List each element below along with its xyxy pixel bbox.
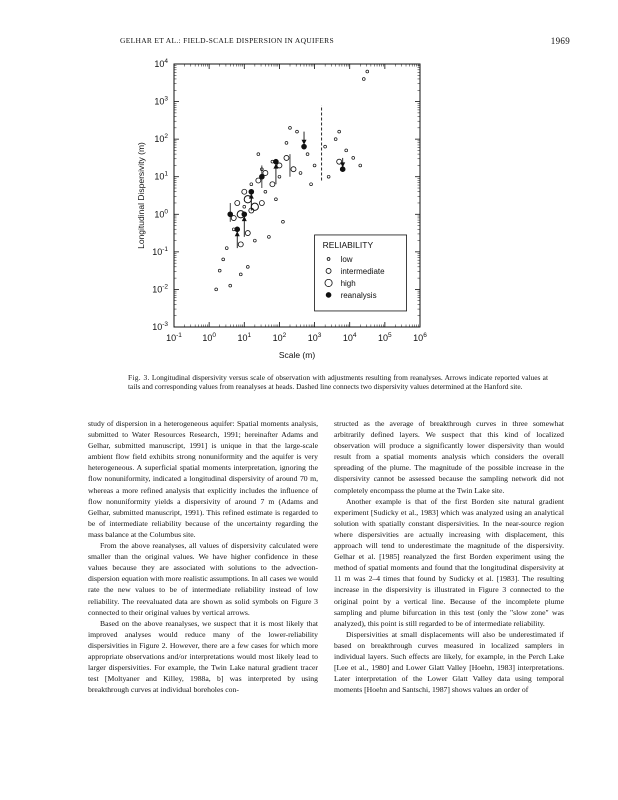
point-low <box>222 258 225 261</box>
point-low <box>296 130 299 133</box>
point-low <box>275 198 278 201</box>
point-reanalysis <box>340 167 345 172</box>
page-number: 1969 <box>550 36 570 46</box>
left-paragraph-1: study of dispersion in a heterogeneous aquifer: Spatial moments analysis, submitted to Water Resources Research, 1991; hereinafter Adams and Gelhar, submitted manuscript, 1991] is unique in that the large-scale ambient flow field exhibits strong nonuniformity and the aquifer is very heterogeneous. A superficial spatial moments interpretation, ignoring the flow nonuniformity, indicated a longitudinal dispersivity of around 70 m, whereas a more refined analysis that explicitly includes the influence of flow nonuniformity yields a dispersivity of around 7 m (Adams and Gelhar, submitted manuscript, 1991). This refined estimate is regarded to be of intermediate reliability because of the uncertainty regarding the mass balance at the Columbus site. <box>88 419 318 539</box>
point-low <box>352 157 355 160</box>
point-reanalysis <box>235 227 240 232</box>
figure-caption-text: Longitudinal dispersivity versus scale of observation with adjustments resulting from reanalyses. Arrows indicate reported values at tails and corresponding values from reanalyses at heads. Dashed line connects two dispersivity values determined at the Hanford site. <box>128 373 548 392</box>
right-column <box>334 418 564 695</box>
x-tick-label: $10^0$ <box>202 332 216 343</box>
right-paragraph-1: structed as the average of breakthrough curves in three somewhat arbitrarily defined layers. We suspect that this kind of localized observation will produce a significantly lower dispersivity than would result from a spatial moments analysis which considers the overall spreading of the plume. The magnitude of the possible increase in the dispersivity cannot be assessed because the sampling network did not completely encompass the plume at the Twin Lake site. <box>334 419 564 495</box>
point-intermediate <box>270 182 275 187</box>
legend-label-intermediate: intermediate <box>340 266 385 276</box>
point-low <box>246 265 249 268</box>
point-low <box>289 126 292 129</box>
left-paragraph-2: From the above reanalyses, all values of dispersivity calculated were smaller than the original values. We have higher confidence in these values because they are associated with solutions to the advection-dispersion equation with more realistic assumptions. In all cases we would rate the new values to be of intermediate reliability instead of low reliability. The reevaluated data are shown as solid symbols on Figure 3 connected to their original values by vertical arrows. <box>88 541 318 617</box>
right-paragraph-2: Another example is that of the first Borden site natural gradient experiment [Sudicky et al., 1983] which was analyzed using an analytical solution with spatially constant dispersivities. In the near-source region where dispersivities are actually increasing with displacement, this approach will tend to underestimate the magnitude of the dispersivity. Gelhar et al. [1985] reanalyzed the first Borden experiment using the method of spatial moments and found that the longitudinal dispersivity at 11 m was 2–4 times that found by Sudicky et al. [1983]. The resulting increase in the dispersivity is illustrated in Figure 3 connected to the original point by a vertical line. Because of the incomplete plume sampling and plume bifurcation in this test (only the "slow zone" was analyzed), this point is still regarded to be of intermediate reliability. <box>334 496 564 628</box>
point-low <box>225 247 228 250</box>
x-tick-label: $10^5$ <box>378 332 392 343</box>
point-low <box>282 220 285 223</box>
point-reanalysis <box>274 159 279 164</box>
running-title: GELHAR ET AL.: FIELD-SCALE DISPERSION IN AQUIFERS <box>120 36 334 45</box>
point-low <box>327 175 330 178</box>
point-low <box>362 78 365 81</box>
point-reanalysis <box>242 212 247 217</box>
point-low <box>334 138 337 141</box>
point-low <box>359 164 362 167</box>
y-tick-label: $10^{-2}$ <box>152 283 168 295</box>
point-low <box>229 284 232 287</box>
figure-caption <box>128 373 548 391</box>
point-reanalysis <box>302 144 307 149</box>
point-low <box>345 149 348 152</box>
point-low <box>218 269 221 272</box>
x-tick-label: $10^2$ <box>272 332 287 343</box>
point-intermediate <box>337 159 342 164</box>
point-low <box>267 235 270 238</box>
point-low <box>306 153 309 156</box>
point-reanalysis <box>259 174 264 179</box>
x-tick-label: $10^6$ <box>413 332 427 343</box>
point-low <box>285 142 288 145</box>
point-low <box>366 70 369 73</box>
point-low <box>239 273 242 276</box>
figure-3 <box>130 50 470 370</box>
x-tick-label: $10^1$ <box>237 332 252 343</box>
page-header <box>120 36 570 50</box>
point-high <box>244 196 251 203</box>
point-low <box>250 183 253 186</box>
point-reanalysis <box>228 212 233 217</box>
y-tick-label: $10^2$ <box>154 133 168 145</box>
right-paragraph-3: Dispersivities at small displacements will also be underestimated if based on breakthrough curves measured in localized samplers in individual layers. Such effects are likely, for example, in the Perch Lake [Lee et al., 1980] and Lower Glatt Valley [Hoehn, 1983] interpretations. Later interpretation of the Lower Glatt Valley data using temporal moments [Hoehn and Santschi, 1987] shows values an order of <box>334 629 564 695</box>
legend-label-reanalysis: reanalysis <box>340 290 377 300</box>
x-tick-label: $10^{-1}$ <box>166 332 182 343</box>
left-column <box>88 418 318 695</box>
point-intermediate <box>245 231 250 236</box>
y-axis-title: Longitudinal Dispersivity (m) <box>136 142 146 249</box>
point-low <box>310 183 313 186</box>
point-low <box>253 239 256 242</box>
legend-label-high: high <box>340 278 356 288</box>
point-reanalysis <box>249 189 254 194</box>
point-intermediate <box>235 201 240 206</box>
point-intermediate <box>259 201 264 206</box>
legend-label-low: low <box>340 254 353 264</box>
point-low <box>243 205 246 208</box>
point-low <box>338 130 341 133</box>
point-low <box>313 164 316 167</box>
y-tick-label: $10^1$ <box>154 170 168 182</box>
x-axis-title: Scale (m) <box>278 350 316 360</box>
dispersivity-scatter-chart <box>130 50 470 370</box>
y-tick-label: $10^{-1}$ <box>152 245 168 257</box>
legend-symbol-reanalysis <box>326 293 331 298</box>
x-tick-label: $10^3$ <box>307 332 322 343</box>
point-low <box>278 175 281 178</box>
legend-title: RELIABILITY <box>322 239 374 250</box>
point-low <box>299 172 302 175</box>
point-low <box>324 145 327 148</box>
point-intermediate <box>238 242 243 247</box>
point-low <box>257 153 260 156</box>
y-tick-label: $10^{-3}$ <box>152 321 168 332</box>
left-paragraph-3: Based on the above reanalyses, we suspect that it is most likely that improved analyses would reduce many of the lower-reliability dispersivities in Figure 2. However, there are a few cases for which more appropriate observations and/or interpretations would most likely lead to larger dispersivities. For example, the Twin Lake natural gradient tracer test [Moltyaner and Killey, 1988a, b] was interpreted by using breakthrough curves at individual boreholes con- <box>88 618 318 695</box>
point-high <box>251 203 258 210</box>
point-intermediate <box>242 189 247 194</box>
point-intermediate <box>291 167 296 172</box>
point-low <box>215 288 218 291</box>
y-tick-label: $10^3$ <box>154 95 168 107</box>
point-low <box>264 190 267 193</box>
figure-label: Fig. 3. <box>128 373 150 382</box>
y-tick-label: $10^4$ <box>154 58 168 69</box>
y-tick-label: $10^0$ <box>154 208 168 220</box>
x-tick-label: $10^4$ <box>342 332 357 343</box>
point-intermediate <box>284 155 289 160</box>
